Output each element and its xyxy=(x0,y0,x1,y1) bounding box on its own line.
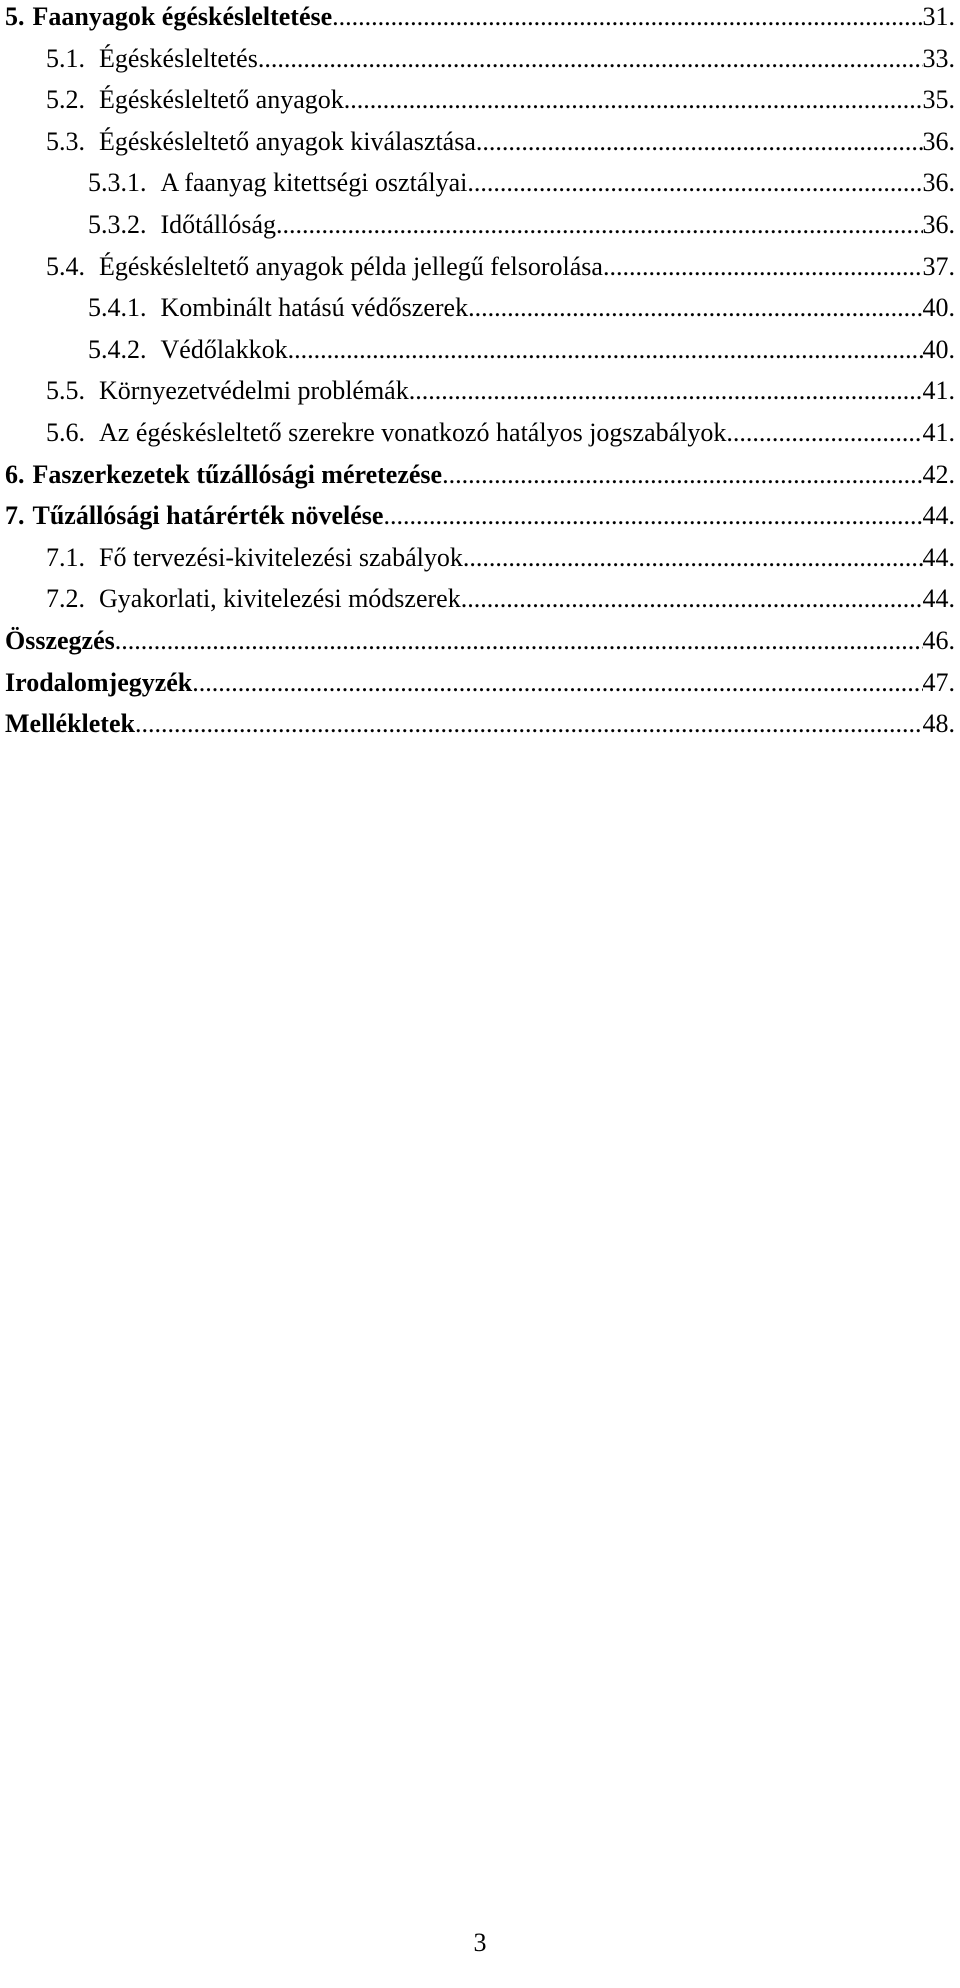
toc-entry[interactable] xyxy=(5,541,955,583)
toc-entry-title: Égéskésleltető anyagok példa jellegű felsorolása xyxy=(99,251,603,281)
toc-entry-title: Az égéskésleltető szerekre vonatkozó hatályos jogszabályok xyxy=(99,417,727,447)
toc-dot-leader xyxy=(258,42,923,75)
toc-entry[interactable] xyxy=(5,250,955,292)
toc-dot-leader xyxy=(726,416,922,449)
toc-entry-title: Összegzés xyxy=(5,625,115,655)
toc-entry-number: 5.3.2. xyxy=(88,209,147,239)
toc-entry[interactable] xyxy=(5,374,955,416)
toc-entry-number: 7. xyxy=(5,501,25,531)
toc-entry-page: 36. xyxy=(922,126,955,156)
toc-dot-leader xyxy=(409,374,923,407)
toc-entry-number: 5.4.1. xyxy=(88,293,147,323)
toc-entry-title: Faszerkezetek tűzállósági méretezése xyxy=(32,459,443,489)
toc-entry-page: 47. xyxy=(922,667,955,697)
toc-dot-leader xyxy=(463,541,923,574)
toc-entry-page: 36. xyxy=(922,168,955,198)
toc-dot-leader xyxy=(135,707,923,740)
toc-entry[interactable] xyxy=(5,125,955,167)
toc-entry-number: 5.4.2. xyxy=(88,334,147,364)
toc-entry[interactable] xyxy=(5,83,955,125)
toc-dot-leader xyxy=(288,333,923,366)
toc-dot-leader xyxy=(476,125,923,158)
toc-entry-title: Gyakorlati, kivitelezési módszerek xyxy=(99,584,461,614)
toc-dot-leader xyxy=(332,0,922,33)
toc-entry[interactable] xyxy=(5,291,955,333)
toc-entry-page: 40. xyxy=(922,334,955,364)
toc-entry-page: 48. xyxy=(922,709,955,739)
toc-entry-number: 5.2. xyxy=(46,85,85,115)
toc-dot-leader xyxy=(276,208,922,241)
toc-entry[interactable] xyxy=(5,582,955,624)
toc-entry-title: Tűzállósági határérték növelése xyxy=(32,501,384,531)
toc-entry-title: Irodalomjegyzék xyxy=(5,667,193,697)
toc-entry-number: 5.3.1. xyxy=(88,168,147,198)
toc-entry[interactable] xyxy=(5,499,955,541)
toc-dot-leader xyxy=(442,458,922,491)
toc-entry-title: Időtállóság xyxy=(160,209,277,239)
toc-entry-title: Kombinált hatású védőszerek xyxy=(160,293,469,323)
toc-entry-page: 37. xyxy=(922,251,955,281)
toc-entry-title: Fő tervezési-kivitelezési szabályok xyxy=(99,542,463,572)
toc-entry[interactable] xyxy=(5,416,955,458)
toc-dot-leader xyxy=(383,499,922,532)
toc-entry-number: 5. xyxy=(5,2,25,31)
toc-entry-page: 40. xyxy=(922,293,955,323)
toc-entry[interactable] xyxy=(5,333,955,375)
toc-dot-leader xyxy=(344,83,923,116)
toc-entry-title: Égéskésleltető anyagok kiválasztása xyxy=(99,126,476,156)
toc-entry[interactable] xyxy=(5,42,955,84)
toc-entry-number: 5.5. xyxy=(46,376,85,406)
toc-entry-page: 33. xyxy=(922,43,955,73)
toc-dot-leader xyxy=(115,624,923,657)
toc-dot-leader xyxy=(467,166,922,199)
toc-entry-page: 41. xyxy=(922,417,955,447)
toc-entry-page: 35. xyxy=(922,85,955,115)
toc-entry-page: 46. xyxy=(922,625,955,655)
toc-entry-number: 5.1. xyxy=(46,43,85,73)
toc-entry-number: 7.2. xyxy=(46,584,85,614)
toc-entry[interactable] xyxy=(5,458,955,500)
toc-entry-page: 31. xyxy=(922,2,955,31)
toc-dot-leader xyxy=(468,291,922,324)
table-of-contents xyxy=(5,0,955,749)
toc-entry-page: 41. xyxy=(922,376,955,406)
page-number: 3 xyxy=(473,1928,487,1957)
toc-dot-leader xyxy=(461,582,923,615)
toc-entry-number: 5.6. xyxy=(46,417,85,447)
toc-entry[interactable] xyxy=(5,0,955,42)
toc-entry-page: 42. xyxy=(922,459,955,489)
toc-entry-number: 5.4. xyxy=(46,251,85,281)
toc-entry-title: Mellékletek xyxy=(5,709,135,739)
toc-entry-title: Védőlakkok xyxy=(160,334,288,364)
toc-entry-number: 6. xyxy=(5,459,25,489)
toc-entry-title: Környezetvédelmi problémák xyxy=(99,376,409,406)
toc-entry-page: 44. xyxy=(922,584,955,614)
toc-entry-title: Faanyagok égéskésleltetése xyxy=(32,2,333,31)
toc-entry[interactable] xyxy=(5,166,955,208)
toc-entry[interactable] xyxy=(5,707,955,749)
toc-entry-page: 44. xyxy=(922,542,955,572)
toc-dot-leader xyxy=(192,666,922,699)
toc-dot-leader xyxy=(603,250,923,283)
toc-entry[interactable] xyxy=(5,208,955,250)
toc-entry-title: Égéskésleltető anyagok xyxy=(99,85,344,115)
toc-entry[interactable] xyxy=(5,624,955,666)
toc-entry-title: Égéskésleltetés xyxy=(99,43,258,73)
toc-entry-number: 5.3. xyxy=(46,126,85,156)
toc-entry-page: 44. xyxy=(922,501,955,531)
toc-entry-number: 7.1. xyxy=(46,542,85,572)
toc-entry-title: A faanyag kitettségi osztályai xyxy=(160,168,468,198)
toc-entry-page: 36. xyxy=(922,209,955,239)
toc-entry[interactable] xyxy=(5,666,955,708)
